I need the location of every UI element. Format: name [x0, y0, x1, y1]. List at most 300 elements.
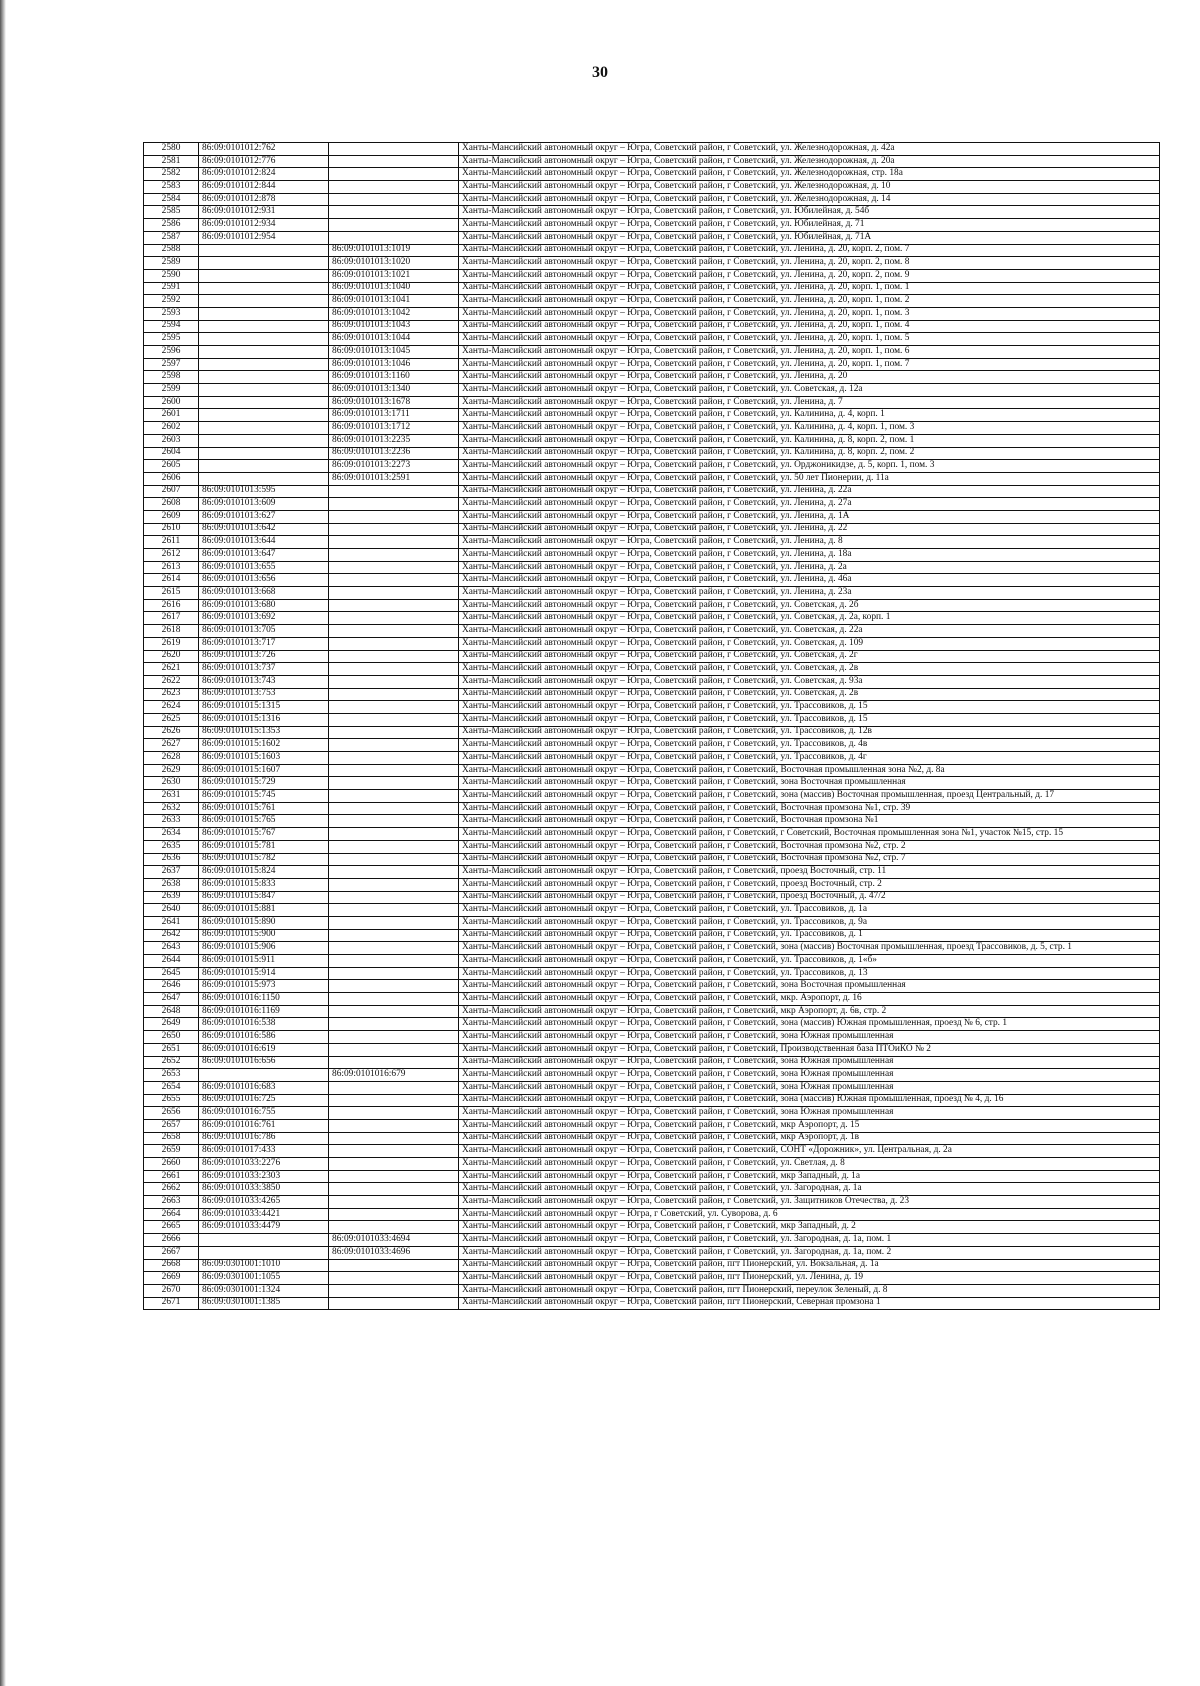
address-cell: Ханты-Мансийский автономный округ – Югра, Советский район, г Советский, ул. Ленина, д. 20, корп. 2, пом. 8 [459, 257, 1160, 270]
row-number-cell: 2618 [144, 625, 199, 638]
table-row [144, 1005, 1160, 1018]
address-cell: Ханты-Мансийский автономный округ – Югра, Советский район, г Советский, СОНТ «Дорожник», ул. Центральная, д. 2а [459, 1145, 1160, 1158]
table-row [144, 561, 1160, 574]
row-number-cell: 2586 [144, 219, 199, 232]
row-number-cell: 2585 [144, 206, 199, 219]
land-cadastral-cell: 86:09:0101013:647 [199, 549, 329, 562]
address-cell: Ханты-Мансийский автономный округ – Югра, Советский район, г Советский, зона (массив) Восточная промышленная, проезд Трассовиков, д. 5, стр. 1 [459, 942, 1160, 955]
row-number-cell: 2593 [144, 307, 199, 320]
table-row [144, 1221, 1160, 1234]
land-cadastral-cell: 86:09:0101013:737 [199, 663, 329, 676]
table-row [144, 1284, 1160, 1297]
row-number-cell: 2601 [144, 409, 199, 422]
premises-cadastral-cell [329, 1094, 459, 1107]
land-cadastral-cell: 86:09:0101013:753 [199, 688, 329, 701]
table-row [144, 1183, 1160, 1196]
premises-cadastral-cell [329, 904, 459, 917]
address-cell: Ханты-Мансийский автономный округ – Югра, Советский район, г Советский, ул. Советская, д. 2в [459, 688, 1160, 701]
address-cell: Ханты-Мансийский автономный округ – Югра, Советский район, г Советский, Восточная промзона №2, стр. 2 [459, 840, 1160, 853]
land-cadastral-cell: 86:09:0101013:705 [199, 625, 329, 638]
table-row [144, 1119, 1160, 1132]
land-cadastral-cell: 86:09:0301001:1385 [199, 1297, 329, 1310]
land-cadastral-cell: 86:09:0101015:729 [199, 777, 329, 790]
premises-cadastral-cell [329, 726, 459, 739]
table-row [144, 472, 1160, 485]
address-cell: Ханты-Мансийский автономный округ – Югра, Советский район, г Советский, ул. Трассовиков, д. 4в [459, 739, 1160, 752]
row-number-cell: 2621 [144, 663, 199, 676]
premises-cadastral-cell: 86:09:0101013:2591 [329, 472, 459, 485]
scan-edge-shadow [0, 0, 6, 1686]
premises-cadastral-cell [329, 536, 459, 549]
row-number-cell: 2626 [144, 726, 199, 739]
land-cadastral-cell [199, 422, 329, 435]
table-row [144, 904, 1160, 917]
address-cell: Ханты-Мансийский автономный округ – Югра, Советский район, г Советский, ул. Ленина, д. 20, корп. 1, пом. 3 [459, 307, 1160, 320]
land-cadastral-cell [199, 320, 329, 333]
land-cadastral-cell: 86:09:0101013:668 [199, 587, 329, 600]
premises-cadastral-cell [329, 485, 459, 498]
address-cell: Ханты-Мансийский автономный округ – Югра, Советский район, г Советский, ул. Ленина, д. 20, корп. 2, пом. 9 [459, 269, 1160, 282]
table-row [144, 320, 1160, 333]
address-cell: Ханты-Мансийский автономный округ – Югра, Советский район, г Советский, Восточная промышленная зона №2, д. 8а [459, 764, 1160, 777]
land-cadastral-cell: 86:09:0101015:1315 [199, 701, 329, 714]
row-number-cell: 2607 [144, 485, 199, 498]
row-number-cell: 2614 [144, 574, 199, 587]
land-cadastral-cell: 86:09:0101017:433 [199, 1145, 329, 1158]
table-row [144, 244, 1160, 257]
page-number: 30 [592, 64, 608, 81]
address-cell: Ханты-Мансийский автономный округ – Югра, Советский район, г Советский, мкр Западный, д. 2 [459, 1221, 1160, 1234]
table-row [144, 1259, 1160, 1272]
row-number-cell: 2666 [144, 1234, 199, 1247]
row-number-cell: 2584 [144, 193, 199, 206]
row-number-cell: 2653 [144, 1069, 199, 1082]
address-cell: Ханты-Мансийский автономный округ – Югра, Советский район, г Советский, проезд Восточный, стр. 11 [459, 866, 1160, 879]
address-cell: Ханты-Мансийский автономный округ – Югра, Советский район, г Советский, ул. Трассовиков, д. 9а [459, 916, 1160, 929]
address-cell: Ханты-Мансийский автономный округ – Югра, Советский район, г Советский, ул. Трассовиков, д. 4г [459, 752, 1160, 765]
address-cell: Ханты-Мансийский автономный округ – Югра, Советский район, г Советский, ул. 50 лет Пионерии, д. 11а [459, 472, 1160, 485]
address-cell: Ханты-Мансийский автономный округ – Югра, Советский район, г Советский, ул. Ленина, д. 8 [459, 536, 1160, 549]
land-cadastral-cell [199, 1234, 329, 1247]
property-table-container [143, 142, 1159, 1310]
address-cell: Ханты-Мансийский автономный округ – Югра, Советский район, г Советский, зона Восточная промышленная [459, 777, 1160, 790]
premises-cadastral-cell [329, 143, 459, 156]
table-row [144, 891, 1160, 904]
land-cadastral-cell: 86:09:0101015:1353 [199, 726, 329, 739]
premises-cadastral-cell [329, 701, 459, 714]
address-cell: Ханты-Мансийский автономный округ – Югра, Советский район, г Советский, ул. Трассовиков, д. 15 [459, 701, 1160, 714]
land-cadastral-cell: 86:09:0101013:609 [199, 498, 329, 511]
land-cadastral-cell: 86:09:0101015:767 [199, 828, 329, 841]
table-row [144, 295, 1160, 308]
address-cell: Ханты-Мансийский автономный округ – Югра, Советский район, г Советский, зона Южная промышленная [459, 1069, 1160, 1082]
address-cell: Ханты-Мансийский автономный округ – Югра, Советский район, г Советский, ул. Ленина, д. 20, корп. 1, пом. 1 [459, 282, 1160, 295]
premises-cadastral-cell [329, 206, 459, 219]
table-row [144, 802, 1160, 815]
land-cadastral-cell [199, 447, 329, 460]
table-row [144, 333, 1160, 346]
row-number-cell: 2668 [144, 1259, 199, 1272]
address-cell: Ханты-Мансийский автономный округ – Югра, Советский район, г Советский, Восточная промзона №2, стр. 7 [459, 853, 1160, 866]
land-cadastral-cell: 86:09:0101012:931 [199, 206, 329, 219]
land-cadastral-cell: 86:09:0101016:1150 [199, 993, 329, 1006]
premises-cadastral-cell [329, 891, 459, 904]
address-cell: Ханты-Мансийский автономный округ – Югра, Советский район, г Советский, ул. Ленина, д. 22 [459, 523, 1160, 536]
premises-cadastral-cell: 86:09:0101033:4694 [329, 1234, 459, 1247]
address-cell: Ханты-Мансийский автономный округ – Югра, Советский район, г Советский, ул. Загородная, д. 1а, пом. 2 [459, 1246, 1160, 1259]
row-number-cell: 2659 [144, 1145, 199, 1158]
land-cadastral-cell: 86:09:0101033:4421 [199, 1208, 329, 1221]
premises-cadastral-cell: 86:09:0101013:2236 [329, 447, 459, 460]
table-row [144, 777, 1160, 790]
land-cadastral-cell: 86:09:0101012:878 [199, 193, 329, 206]
table-row [144, 612, 1160, 625]
table-row [144, 257, 1160, 270]
row-number-cell: 2623 [144, 688, 199, 701]
address-cell: Ханты-Мансийский автономный округ – Югра, Советский район, г Советский, ул. Советская, д. 2в [459, 663, 1160, 676]
row-number-cell: 2632 [144, 802, 199, 815]
land-cadastral-cell [199, 434, 329, 447]
land-cadastral-cell: 86:09:0101015:900 [199, 929, 329, 942]
table-row [144, 878, 1160, 891]
premises-cadastral-cell [329, 498, 459, 511]
address-cell: Ханты-Мансийский автономный округ – Югра, Советский район, г Советский, ул. Советская, д. 12а [459, 384, 1160, 397]
row-number-cell: 2590 [144, 269, 199, 282]
row-number-cell: 2642 [144, 929, 199, 942]
row-number-cell: 2596 [144, 346, 199, 359]
premises-cadastral-cell: 86:09:0101013:2273 [329, 460, 459, 473]
table-row [144, 168, 1160, 181]
row-number-cell: 2634 [144, 828, 199, 841]
row-number-cell: 2603 [144, 434, 199, 447]
premises-cadastral-cell [329, 916, 459, 929]
premises-cadastral-cell [329, 1297, 459, 1310]
premises-cadastral-cell [329, 967, 459, 980]
row-number-cell: 2608 [144, 498, 199, 511]
row-number-cell: 2658 [144, 1132, 199, 1145]
premises-cadastral-cell: 86:09:0101013:1019 [329, 244, 459, 257]
premises-cadastral-cell [329, 1208, 459, 1221]
table-row [144, 790, 1160, 803]
table-row [144, 739, 1160, 752]
table-row [144, 587, 1160, 600]
address-cell: Ханты-Мансийский автономный округ – Югра, Советский район, г Советский, ул. Юбилейная, д. 71А [459, 231, 1160, 244]
land-cadastral-cell [199, 257, 329, 270]
premises-cadastral-cell [329, 1183, 459, 1196]
land-cadastral-cell [199, 282, 329, 295]
premises-cadastral-cell [329, 955, 459, 968]
land-cadastral-cell: 86:09:0101015:906 [199, 942, 329, 955]
row-number-cell: 2640 [144, 904, 199, 917]
address-cell: Ханты-Мансийский автономный округ – Югра, Советский район, г Советский, Восточная промзона №1 [459, 815, 1160, 828]
premises-cadastral-cell: 86:09:0101013:1340 [329, 384, 459, 397]
row-number-cell: 2620 [144, 650, 199, 663]
premises-cadastral-cell [329, 219, 459, 232]
address-cell: Ханты-Мансийский автономный округ – Югра, Советский район, г Советский, ул. Ленина, д. 22а [459, 485, 1160, 498]
land-cadastral-cell: 86:09:0101013:656 [199, 574, 329, 587]
address-cell: Ханты-Мансийский автономный округ – Югра, Советский район, г Советский, Производственная база ПТОиКО № 2 [459, 1043, 1160, 1056]
table-row [144, 574, 1160, 587]
address-cell: Ханты-Мансийский автономный округ – Югра, Советский район, г Советский, ул. Трассовиков, д. 13 [459, 967, 1160, 980]
table-row [144, 929, 1160, 942]
premises-cadastral-cell [329, 853, 459, 866]
land-cadastral-cell: 86:09:0101013:680 [199, 599, 329, 612]
premises-cadastral-cell [329, 878, 459, 891]
land-cadastral-cell [199, 409, 329, 422]
land-cadastral-cell: 86:09:0101012:762 [199, 143, 329, 156]
premises-cadastral-cell [329, 181, 459, 194]
address-cell: Ханты-Мансийский автономный округ – Югра, Советский район, г Советский, ул. Калинина, д. 4, корп. 1, пом. 3 [459, 422, 1160, 435]
table-row [144, 307, 1160, 320]
address-cell: Ханты-Мансийский автономный округ – Югра, Советский район, г Советский, ул. Трассовиков, д. 15 [459, 713, 1160, 726]
land-cadastral-cell: 86:09:0101033:3850 [199, 1183, 329, 1196]
table-row [144, 1069, 1160, 1082]
address-cell: Ханты-Мансийский автономный округ – Югра, Советский район, г Советский, мкр. Аэропорт, д. 16 [459, 993, 1160, 1006]
land-cadastral-cell: 86:09:0101015:890 [199, 916, 329, 929]
table-row [144, 701, 1160, 714]
table-row [144, 422, 1160, 435]
address-cell: Ханты-Мансийский автономный округ – Югра, Советский район, пгт Пионерский, переулок Зеленый, д. 8 [459, 1284, 1160, 1297]
premises-cadastral-cell: 86:09:0101013:1712 [329, 422, 459, 435]
land-cadastral-cell: 86:09:0101015:1607 [199, 764, 329, 777]
table-row [144, 269, 1160, 282]
row-number-cell: 2645 [144, 967, 199, 980]
row-number-cell: 2641 [144, 916, 199, 929]
table-row [144, 1145, 1160, 1158]
land-cadastral-cell: 86:09:0101033:4479 [199, 1221, 329, 1234]
row-number-cell: 2599 [144, 384, 199, 397]
land-cadastral-cell: 86:09:0101033:2303 [199, 1170, 329, 1183]
premises-cadastral-cell: 86:09:0101013:1045 [329, 346, 459, 359]
land-cadastral-cell: 86:09:0101013:692 [199, 612, 329, 625]
premises-cadastral-cell [329, 650, 459, 663]
premises-cadastral-cell [329, 510, 459, 523]
row-number-cell: 2619 [144, 637, 199, 650]
premises-cadastral-cell [329, 993, 459, 1006]
premises-cadastral-cell [329, 663, 459, 676]
premises-cadastral-cell [329, 599, 459, 612]
land-cadastral-cell [199, 1069, 329, 1082]
premises-cadastral-cell [329, 637, 459, 650]
table-row [144, 726, 1160, 739]
premises-cadastral-cell: 86:09:0101013:1040 [329, 282, 459, 295]
row-number-cell: 2647 [144, 993, 199, 1006]
row-number-cell: 2581 [144, 155, 199, 168]
land-cadastral-cell: 86:09:0101015:761 [199, 802, 329, 815]
row-number-cell: 2636 [144, 853, 199, 866]
premises-cadastral-cell [329, 587, 459, 600]
row-number-cell: 2592 [144, 295, 199, 308]
address-cell: Ханты-Мансийский автономный округ – Югра, Советский район, г Советский, ул. Загородная, д. 1а, пом. 1 [459, 1234, 1160, 1247]
premises-cadastral-cell [329, 1221, 459, 1234]
address-cell: Ханты-Мансийский автономный округ – Югра, Советский район, г Советский, ул. Ленина, д. 18а [459, 549, 1160, 562]
address-cell: Ханты-Мансийский автономный округ – Югра, Советский район, г Советский, ул. Ленина, д. 20, корп. 1, пом. 4 [459, 320, 1160, 333]
table-row [144, 1132, 1160, 1145]
address-cell: Ханты-Мансийский автономный округ – Югра, Советский район, г Советский, ул. Ленина, д. 20, корп. 1, пом. 7 [459, 358, 1160, 371]
row-number-cell: 2604 [144, 447, 199, 460]
row-number-cell: 2630 [144, 777, 199, 790]
premises-cadastral-cell [329, 1170, 459, 1183]
row-number-cell: 2612 [144, 549, 199, 562]
table-row [144, 840, 1160, 853]
address-cell: Ханты-Мансийский автономный округ – Югра, Советский район, г Советский, проезд Восточный, стр. 2 [459, 878, 1160, 891]
land-cadastral-cell: 86:09:0101015:1316 [199, 713, 329, 726]
table-row [144, 1107, 1160, 1120]
row-number-cell: 2597 [144, 358, 199, 371]
premises-cadastral-cell [329, 802, 459, 815]
land-cadastral-cell: 86:09:0101013:595 [199, 485, 329, 498]
row-number-cell: 2591 [144, 282, 199, 295]
premises-cadastral-cell [329, 1107, 459, 1120]
row-number-cell: 2605 [144, 460, 199, 473]
land-cadastral-cell [199, 346, 329, 359]
row-number-cell: 2646 [144, 980, 199, 993]
land-cadastral-cell: 86:09:0101013:717 [199, 637, 329, 650]
land-cadastral-cell: 86:09:0101033:2276 [199, 1158, 329, 1171]
address-cell: Ханты-Мансийский автономный округ – Югра, Советский район, г Советский, ул. Калинина, д. 8, корп. 2, пом. 2 [459, 447, 1160, 460]
table-row [144, 434, 1160, 447]
land-cadastral-cell: 86:09:0301001:1055 [199, 1272, 329, 1285]
premises-cadastral-cell [329, 942, 459, 955]
table-row [144, 1208, 1160, 1221]
premises-cadastral-cell [329, 840, 459, 853]
table-row [144, 447, 1160, 460]
premises-cadastral-cell [329, 155, 459, 168]
address-cell: Ханты-Мансийский автономный округ – Югра, Советский район, г Советский, ул. Трассовиков, д. 12в [459, 726, 1160, 739]
address-cell: Ханты-Мансийский автономный округ – Югра, Советский район, г Советский, ул. Ленина, д. 20, корп. 1, пом. 2 [459, 295, 1160, 308]
row-number-cell: 2663 [144, 1196, 199, 1209]
address-cell: Ханты-Мансийский автономный округ – Югра, Советский район, г Советский, ул. Трассовиков, д. 1 [459, 929, 1160, 942]
address-cell: Ханты-Мансийский автономный округ – Югра, Советский район, пгт Пионерский, Северная промзона 1 [459, 1297, 1160, 1310]
row-number-cell: 2587 [144, 231, 199, 244]
land-cadastral-cell: 86:09:0101016:761 [199, 1119, 329, 1132]
premises-cadastral-cell [329, 675, 459, 688]
row-number-cell: 2638 [144, 878, 199, 891]
premises-cadastral-cell [329, 561, 459, 574]
address-cell: Ханты-Мансийский автономный округ – Югра, Советский район, г Советский, ул. Защитников Отечества, д. 23 [459, 1196, 1160, 1209]
premises-cadastral-cell [329, 625, 459, 638]
premises-cadastral-cell: 86:09:0101013:1046 [329, 358, 459, 371]
table-row [144, 384, 1160, 397]
table-row [144, 993, 1160, 1006]
land-cadastral-cell: 86:09:0101015:824 [199, 866, 329, 879]
premises-cadastral-cell [329, 1158, 459, 1171]
premises-cadastral-cell [329, 1056, 459, 1069]
row-number-cell: 2582 [144, 168, 199, 181]
premises-cadastral-cell [329, 1259, 459, 1272]
table-row [144, 1094, 1160, 1107]
row-number-cell: 2617 [144, 612, 199, 625]
land-cadastral-cell [199, 472, 329, 485]
table-row [144, 1297, 1160, 1310]
row-number-cell: 2656 [144, 1107, 199, 1120]
table-row [144, 219, 1160, 232]
table-row [144, 599, 1160, 612]
row-number-cell: 2671 [144, 1297, 199, 1310]
row-number-cell: 2611 [144, 536, 199, 549]
premises-cadastral-cell [329, 1018, 459, 1031]
address-cell: Ханты-Мансийский автономный округ – Югра, Советский район, г Советский, ул. Советская, д. 22а [459, 625, 1160, 638]
address-cell: Ханты-Мансийский автономный округ – Югра, Советский район, г Советский, ул. Ленина, д. 20 [459, 371, 1160, 384]
row-number-cell: 2628 [144, 752, 199, 765]
address-cell: Ханты-Мансийский автономный округ – Югра, Советский район, г Советский, ул. Советская, д. 2б [459, 599, 1160, 612]
land-cadastral-cell: 86:09:0101016:586 [199, 1031, 329, 1044]
address-cell: Ханты-Мансийский автономный округ – Югра, Советский район, г Советский, ул. Советская, д. 109 [459, 637, 1160, 650]
table-row [144, 193, 1160, 206]
address-cell: Ханты-Мансийский автономный округ – Югра, Советский район, г Советский, зона (массив) Восточная промышленная, проезд Центральный, д. 17 [459, 790, 1160, 803]
land-cadastral-cell: 86:09:0101015:881 [199, 904, 329, 917]
land-cadastral-cell: 86:09:0101012:934 [199, 219, 329, 232]
row-number-cell: 2624 [144, 701, 199, 714]
address-cell: Ханты-Мансийский автономный округ – Югра, Советский район, г Советский, ул. Железнодорожная, д. 10 [459, 181, 1160, 194]
address-cell: Ханты-Мансийский автономный округ – Югра, Советский район, г Советский, ул. Советская, д. 2г [459, 650, 1160, 663]
table-row [144, 1158, 1160, 1171]
table-row [144, 637, 1160, 650]
land-cadastral-cell: 86:09:0101016:1169 [199, 1005, 329, 1018]
premises-cadastral-cell [329, 777, 459, 790]
table-row [144, 549, 1160, 562]
table-row [144, 752, 1160, 765]
address-cell: Ханты-Мансийский автономный округ – Югра, Советский район, г Советский, ул. Ленина, д. 1А [459, 510, 1160, 523]
table-row [144, 1246, 1160, 1259]
premises-cadastral-cell [329, 980, 459, 993]
address-cell: Ханты-Мансийский автономный округ – Югра, Советский район, г Советский, ул. Ленина, д. 2а [459, 561, 1160, 574]
table-row [144, 206, 1160, 219]
table-row [144, 675, 1160, 688]
land-cadastral-cell: 86:09:0101015:1602 [199, 739, 329, 752]
land-cadastral-cell: 86:09:0101016:656 [199, 1056, 329, 1069]
row-number-cell: 2669 [144, 1272, 199, 1285]
row-number-cell: 2661 [144, 1170, 199, 1183]
table-row [144, 485, 1160, 498]
premises-cadastral-cell [329, 1132, 459, 1145]
row-number-cell: 2637 [144, 866, 199, 879]
row-number-cell: 2650 [144, 1031, 199, 1044]
row-number-cell: 2660 [144, 1158, 199, 1171]
address-cell: Ханты-Мансийский автономный округ – Югра, Советский район, г Советский, ул. Орджоникидзе, д. 5, корп. 1, пом. 3 [459, 460, 1160, 473]
table-row [144, 1170, 1160, 1183]
land-cadastral-cell [199, 460, 329, 473]
land-cadastral-cell: 86:09:0101015:914 [199, 967, 329, 980]
address-cell: Ханты-Мансийский автономный округ – Югра, Советский район, г Советский, мкр Аэропорт, д. 1в [459, 1132, 1160, 1145]
table-row [144, 1196, 1160, 1209]
row-number-cell: 2655 [144, 1094, 199, 1107]
row-number-cell: 2633 [144, 815, 199, 828]
row-number-cell: 2589 [144, 257, 199, 270]
row-number-cell: 2615 [144, 587, 199, 600]
premises-cadastral-cell: 86:09:0101013:1160 [329, 371, 459, 384]
land-cadastral-cell: 86:09:0101015:833 [199, 878, 329, 891]
premises-cadastral-cell [329, 815, 459, 828]
land-cadastral-cell: 86:09:0101033:4265 [199, 1196, 329, 1209]
row-number-cell: 2670 [144, 1284, 199, 1297]
premises-cadastral-cell [329, 1272, 459, 1285]
table-row [144, 396, 1160, 409]
premises-cadastral-cell [329, 1081, 459, 1094]
table-row [144, 815, 1160, 828]
table-row [144, 1031, 1160, 1044]
row-number-cell: 2643 [144, 942, 199, 955]
row-number-cell: 2635 [144, 840, 199, 853]
land-cadastral-cell: 86:09:0101016:786 [199, 1132, 329, 1145]
premises-cadastral-cell: 86:09:0101013:1711 [329, 409, 459, 422]
row-number-cell: 2652 [144, 1056, 199, 1069]
row-number-cell: 2602 [144, 422, 199, 435]
table-row [144, 1056, 1160, 1069]
address-cell: Ханты-Мансийский автономный округ – Югра, Советский район, г Советский, ул. Калинина, д. 4, корп. 1 [459, 409, 1160, 422]
address-cell: Ханты-Мансийский автономный округ – Югра, Советский район, г Советский, ул. Советская, д. 2а, корп. 1 [459, 612, 1160, 625]
premises-cadastral-cell [329, 168, 459, 181]
